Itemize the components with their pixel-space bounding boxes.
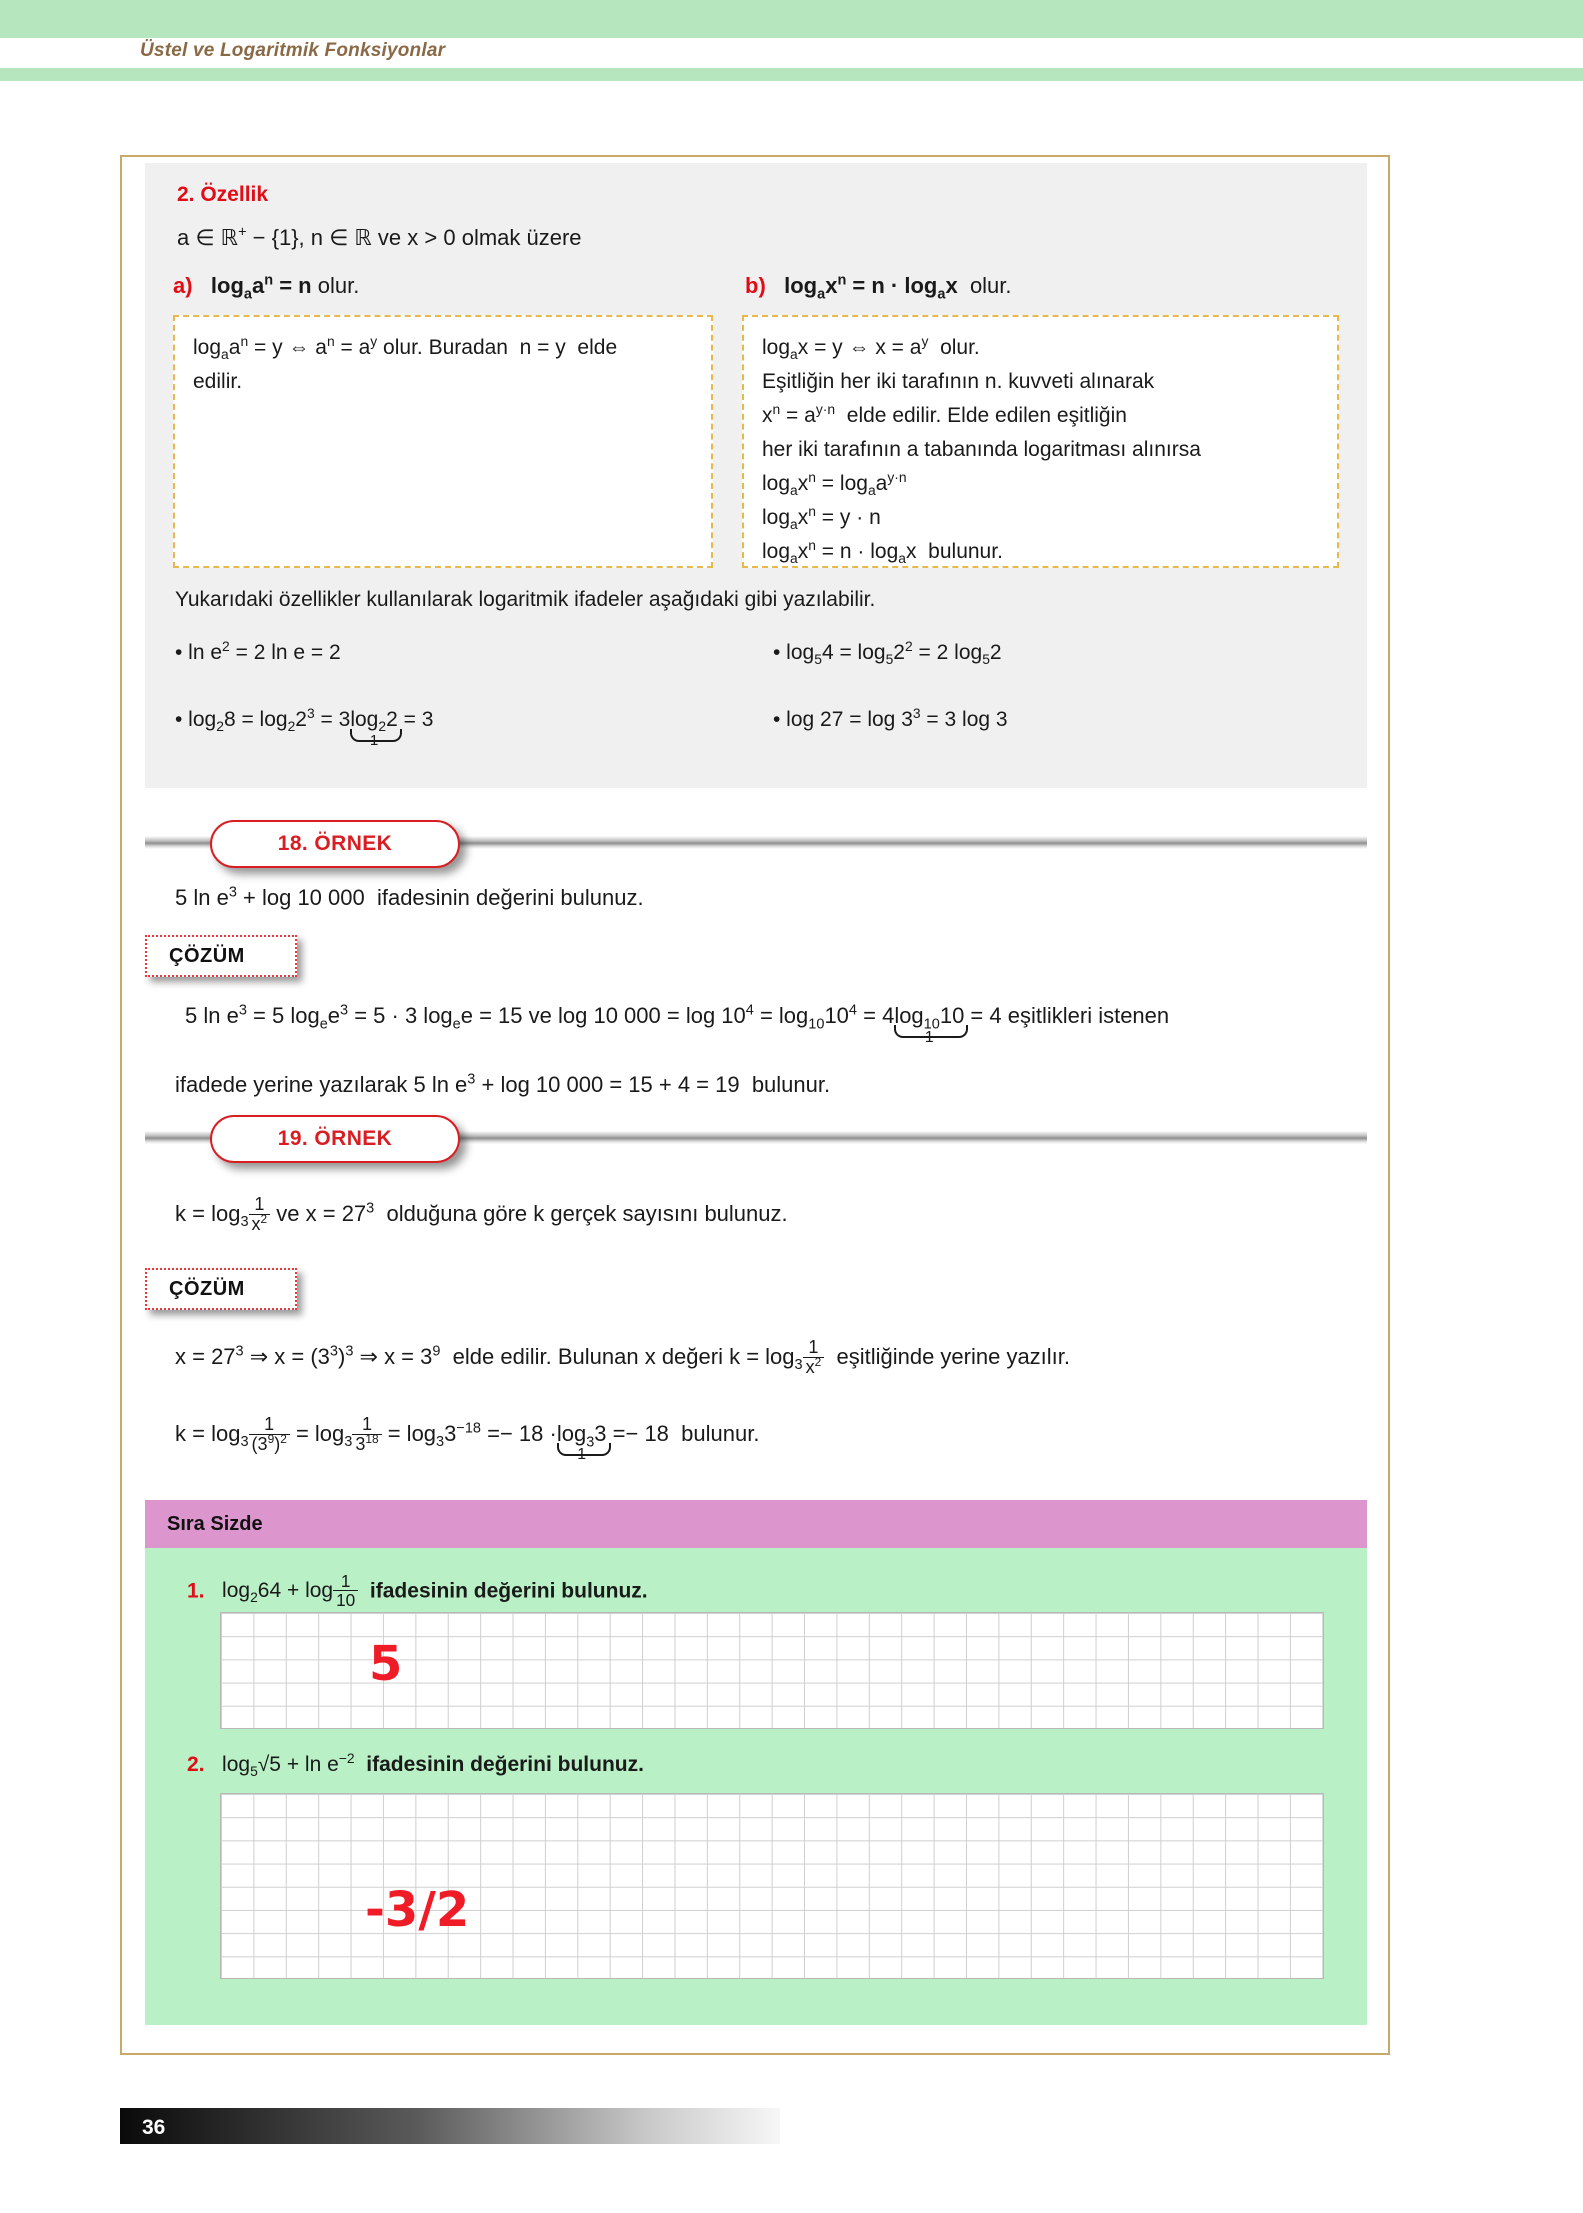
example-18-solution-line-2: ifadede yerine yazılarak 5 $\ln e^3 + \log 10$ 000 = 15 + 4 = 19 bulunur. <box>175 1071 831 1097</box>
footer-bar <box>120 2108 780 2144</box>
example-19-solution-label: ÇÖZÜM <box>145 1268 297 1310</box>
practice-number-1: 1. <box>187 1579 205 1603</box>
example-18-solution-label: ÇÖZÜM <box>145 935 297 977</box>
property-title: 2. Özellik <box>177 183 269 206</box>
example-19-solution-line-2: $k = \log_3$ $\frac{1}{(3^9)^2}$ = $\log_3$ $\frac{1}{3^{18}}$ = $\log_33^{-18} =- 18 \cdot\log_33$ 1 =− 18 bulunur. <box>175 1414 760 1464</box>
derivation-a-line-2: edilir. <box>193 370 243 394</box>
property-block <box>145 163 1367 788</box>
derivation-b-line-6: $\log_ax^n = y \cdot n$ <box>762 503 881 533</box>
header-band-top <box>0 0 1583 38</box>
header-band-bottom <box>0 68 1583 81</box>
practice-number-2: 2. <box>187 1753 205 1776</box>
derivation-a-line-1: $\log_aa^n = y$ ⇔ $a^n = a^y$ olur. Buradan n = y elde <box>193 333 618 363</box>
property-bullet-1: • $\ln e^2 = 2$ ln e = 2 <box>175 638 341 664</box>
example-19-banner <box>145 1115 1367 1163</box>
practice-heading: Sıra Sizde <box>145 1500 1367 1548</box>
derivation-b-line-3: $x^n = a^{y\cdot n}$ elde edilir. Elde edilen eşitliğin <box>762 401 1127 428</box>
page-number: 36 <box>142 2116 166 2139</box>
property-a-tail: olur. <box>317 273 360 298</box>
property-item-a: a) $\log_aa^n = n$ olur. <box>173 272 360 303</box>
property-a-label: a) <box>173 273 193 298</box>
practice-answer-grid-1[interactable] <box>220 1612 1324 1729</box>
property-b-tail: olur. <box>969 273 1012 298</box>
example-18-label: 18. ÖRNEK <box>210 820 460 868</box>
derivation-b-line-5: $\log_ax^n = \log_aa^{y\cdot n}$ <box>762 469 907 499</box>
property-bullet-2: • $\log_54 = \log_52^2 = 2$ $\log_52$ <box>773 638 1002 668</box>
example-18-banner <box>145 820 1367 868</box>
example-19-question: $k = \log_3$ $\frac{1}{x^2}$ ve $x = 27^3$ olduğuna göre k gerçek sayısını bulunuz. <box>175 1194 788 1235</box>
property-bullet-3: • $\log_28 = \log_22^3 = 3\log_22$ 1 = 3 <box>175 705 434 750</box>
example-18-solution-line-1: 5 $\ln e^3 = 5$ $\log_ee^3 = 5 \cdot 3$ $\log_ee = 15$ ve log 10 $000 = \log 10^4 = \log_{10}10^4 = 4\log_{10}10$ 1 = 4 eşitlikleri istenen <box>185 1002 1170 1046</box>
running-header-title: Üstel ve Logaritmik Fonksiyonlar <box>140 40 446 61</box>
property-b-label: b) <box>745 273 766 298</box>
practice-answer-2: -3/2 <box>365 1882 470 1938</box>
practice-answer-1: 5 <box>369 1636 403 1692</box>
property-bullet-4: • $\log 27 = \log 3^3 = 3$ log 3 <box>773 705 1008 731</box>
derivation-b-line-1: $\log_ax = y$ ⇔ $x = a^y$ olur. <box>762 333 980 363</box>
practice-question-2: 2. $\log_5√5 + \ln e^{-2}$ ifadesinin değerini bulunuz. <box>187 1750 644 1780</box>
practice-answer-grid-2[interactable] <box>220 1793 1324 1979</box>
derivation-b-line-2: Eşitliğin her iki tarafının n. kuvveti alınarak <box>762 370 1155 394</box>
example-19-label: 19. ÖRNEK <box>210 1115 460 1163</box>
property-derivation-b <box>742 315 1339 568</box>
derivation-b-line-7: $\log_ax^n = n \cdot \log_ax$ bulunur. <box>762 537 1003 567</box>
practice-section <box>145 1500 1367 2025</box>
property-derivation-a <box>173 315 713 568</box>
derivation-b-line-4: her iki tarafının a tabanında logaritması alınırsa <box>762 438 1201 462</box>
practice-question-1: 1. $\log_264 + \log$ $\frac{1}{10}$ ifadesinin değerini bulunuz. <box>187 1571 648 1611</box>
property-item-b: b) $\log_ax^n = n \cdot \log_ax$ olur. <box>745 272 1012 303</box>
example-19-solution-line-1: $x = 27^3$ ⇒ $x = (3^3)^3$ ⇒ $x = 3^9$ elde edilir. Bulunan x değeri $k = \log_3$ $\frac{1}{x^2}$ eşitliğinde yerine yazılır. <box>175 1337 1071 1378</box>
example-18-question: 5 $\ln e^3 + \log 10$ 000 ifadesinin değerini bulunuz. <box>175 884 644 910</box>
property-condition: a ∈ ℝ+ − {1}, n ∈ ℝ ve x > 0 olmak üzere <box>177 224 582 250</box>
property-note: Yukarıdaki özellikler kullanılarak logaritmik ifadeler aşağıdaki gibi yazılabilir. <box>175 588 876 611</box>
